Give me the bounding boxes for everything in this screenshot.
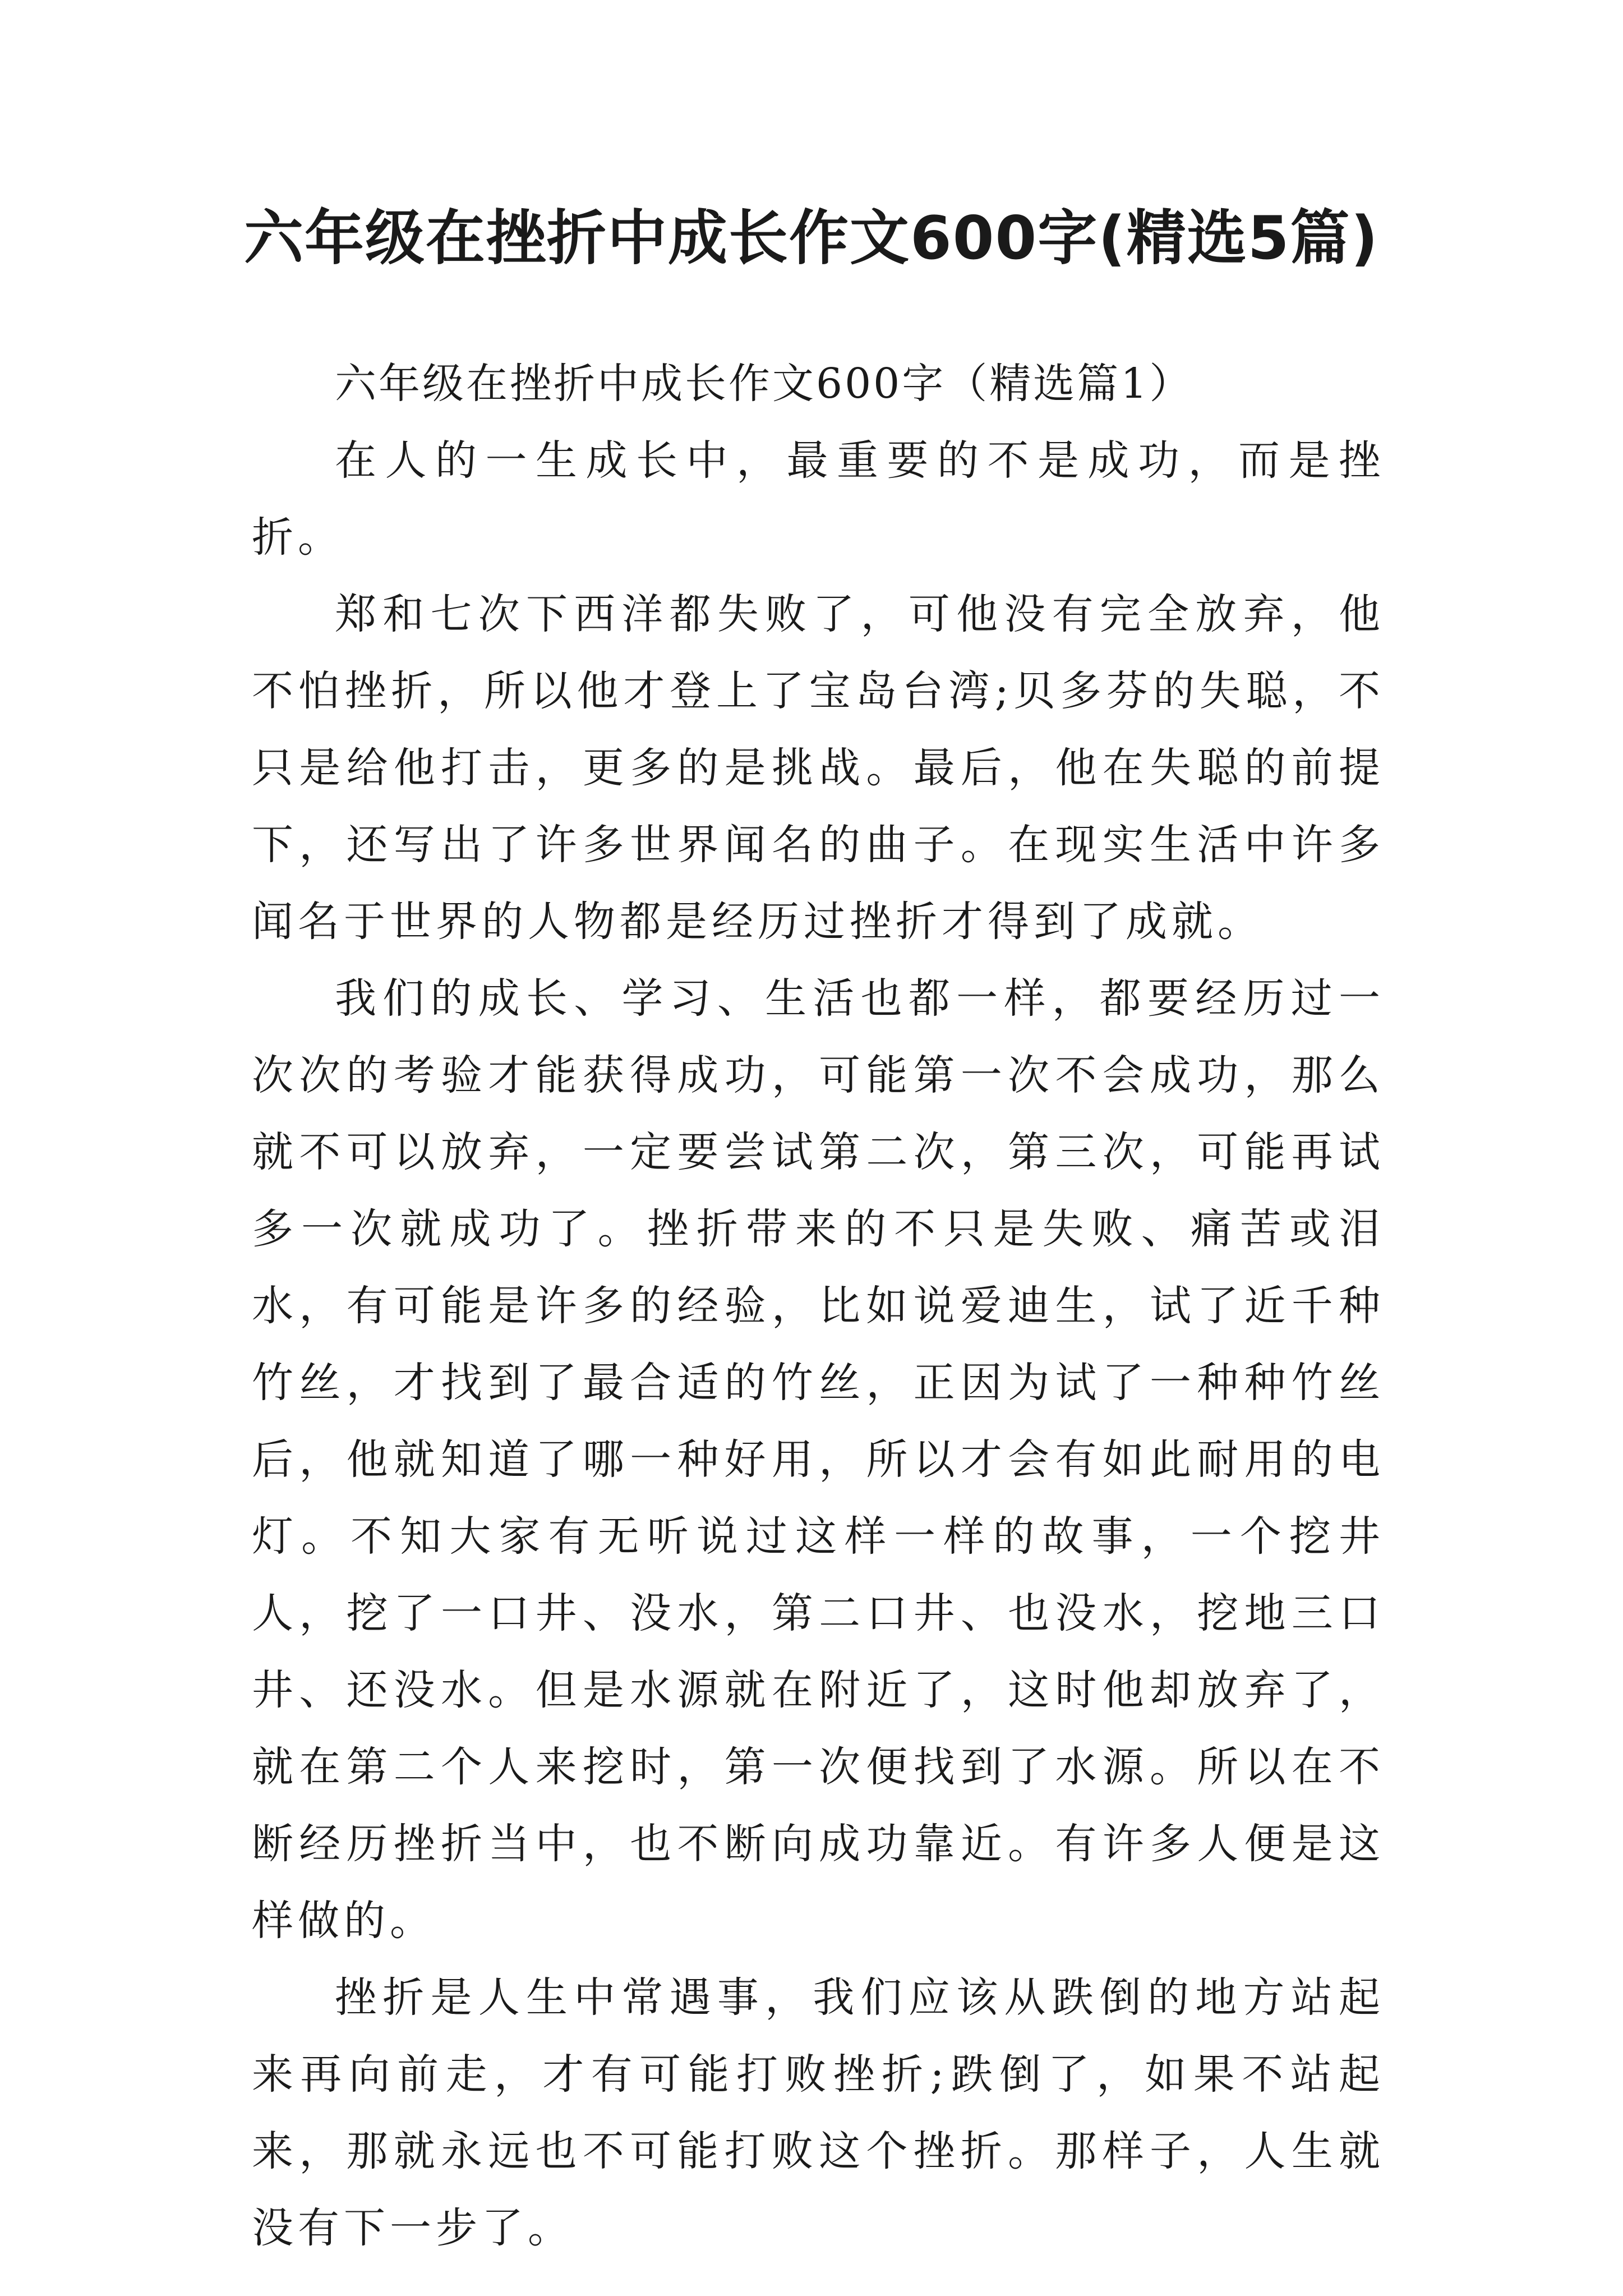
paragraph-1: 在人的一生成长中，最重要的不是成功，而是挫折。 xyxy=(252,436,1385,562)
paragraph-2: 郑和七次下西洋都失败了，可他没有完全放弃，他不怕挫折，所以他才登上了宝岛台湾;贝多芬的失聪，不只是给他打击，更多的是挑战。最后，他在失聪的前提下，还写出了许多世界闻名的曲子。在现实生活中许多闻名于世界的人物都是经历过挫折才得到了成就。 xyxy=(252,590,1385,946)
section-heading: 六年级在挫折中成长作文600字（精选篇1） xyxy=(335,360,1193,408)
paragraph-4: 挫折是人生中常遇事，我们应该从跌倒的地方站起来再向前走，才有可能打败挫折;跌倒了，如果不站起来，那就永远也不可能打败这个挫折。那样子，人生就没有下一步了。 xyxy=(252,1973,1385,2252)
document-title: 六年级在挫折中成长作文600字(精选5篇) xyxy=(244,204,1379,273)
paragraph-3: 我们的成长、学习、生活也都一样，都要经历过一次次的考验才能获得成功，可能第一次不会成功，那么就不可以放弃，一定要尝试第二次，第三次，可能再试多一次就成功了。挫折带来的不只是失败、痛苦或泪水，有可能是许多的经验，比如说爱迪生，试了近千种竹丝，才找到了最合适的竹丝，正因为试了一种种竹丝后，他就知道了哪一种好用，所以才会有如此耐用的电灯。不知大家有无听说过这样一样的故事，一个挖井人，挖了一口井、没水，第二口井、也没水，挖地三口井、还没水。但是水源就在附近了，这时他却放弃了，就在第二个人来挖时，第一次便找到了水源。所以在不断经历挫折当中，也不断向成功靠近。有许多人便是这样做的。 xyxy=(252,974,1385,1945)
document-body xyxy=(252,346,1385,2267)
